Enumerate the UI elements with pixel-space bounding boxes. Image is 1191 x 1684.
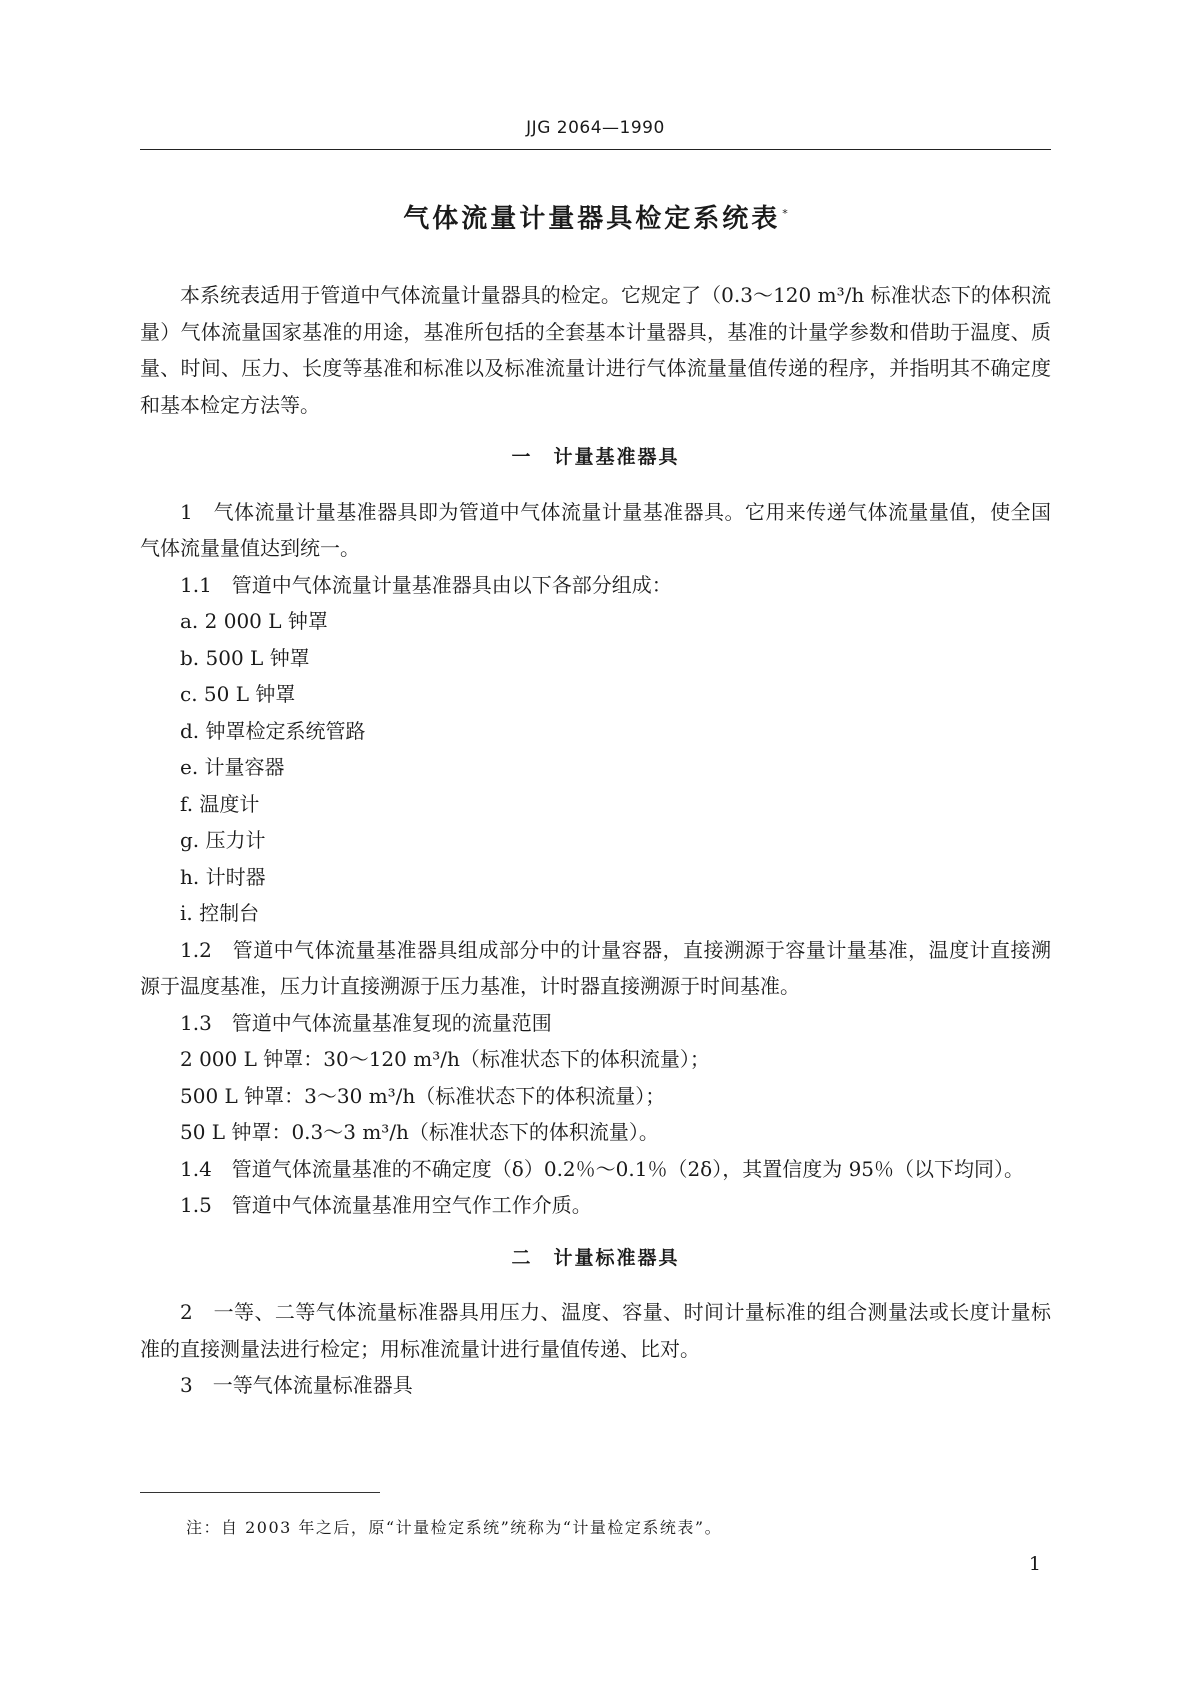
component-item-d: d. 钟罩检定系统管路 [180,718,366,743]
clause-2: 2 一等、二等气体流量标准器具用压力、温度、容量、时间计量标准的组合测量法或长度计量标准的直接测量法进行检定；用标准流量计进行量值传递、比对。 [140,1300,1051,1361]
title-text: 气体流量计量器具检定系统表 [403,204,781,234]
clause-1-3: 1.3 管道中气体流量基准复现的流量范围 [180,1010,552,1035]
component-item-h: h. 计时器 [180,864,266,889]
component-item-b: b. 500 L 钟罩 [180,645,310,670]
footnote-rule [140,1492,380,1493]
clause-1-1: 1.1 管道中气体流量计量基准器具由以下各部分组成： [180,572,672,597]
range-item-2000l: 2 000 L 钟罩：30～120 m³/h（标准状态下的体积流量）； [180,1047,710,1071]
page-title [140,198,1051,235]
page-number: 1 [1028,1553,1041,1575]
header-rule [140,149,1051,150]
clause-1-4: 1.4 管道气体流量基准的不确定度（δ）0.2％～0.1％（2δ），其置信度为 95％（以下均同）。 [180,1156,1025,1181]
footnote: 注：自 2003 年之后，原“计量检定系统”统称为“计量检定系统表”。 [186,1518,723,1537]
document-body [140,277,1051,1404]
component-item-g: g. 压力计 [180,828,266,852]
standard-code-header: JJG 2064—1990 [526,118,665,138]
clause-3: 3 一等气体流量标准器具 [180,1373,413,1397]
intro-paragraph: 本系统表适用于管道中气体流量计量器具的检定。它规定了（0.3～120 m³/h 标准状态下的体积流量）气体流量国家基准的用途，基准所包括的全套基本计量器具，基准的计量学参数和借助于温度、质量、时间、压力、长度等基准和标准以及标准流量计进行气体流量量值传递的程序，并指明其不确定度和基本检定方法等。 [140,283,1051,417]
range-item-500l: 500 L 钟罩：3～30 m³/h（标准状态下的体积流量）； [180,1083,666,1108]
section-heading-2: 二 计量标准器具 [511,1246,680,1269]
section-heading-1: 一 计量基准器具 [511,446,680,468]
clause-1-2: 1.2 管道中气体流量基准器具组成部分中的计量容器，直接溯源于容量计量基准，温度计直接溯源于温度基准，压力计直接溯源于压力基准，计时器直接溯源于时间基准。 [140,937,1051,998]
component-item-e: e. 计量容器 [180,755,285,779]
clause-1-5: 1.5 管道中气体流量基准用空气作工作介质。 [180,1193,592,1217]
component-item-a: a. 2 000 L 钟罩 [180,609,328,633]
component-item-c: c. 50 L 钟罩 [180,682,296,706]
component-item-i: i. 控制台 [180,901,260,925]
component-item-f: f. 温度计 [180,791,260,816]
clause-1: 1 气体流量计量基准器具即为管道中气体流量计量基准器具。它用来传递气体流量量值，使全国气体流量量值达到统一。 [140,499,1051,560]
range-item-50l: 50 L 钟罩：0.3～3 m³/h（标准状态下的体积流量）。 [180,1120,659,1144]
title-footnote-marker: * [782,207,788,221]
